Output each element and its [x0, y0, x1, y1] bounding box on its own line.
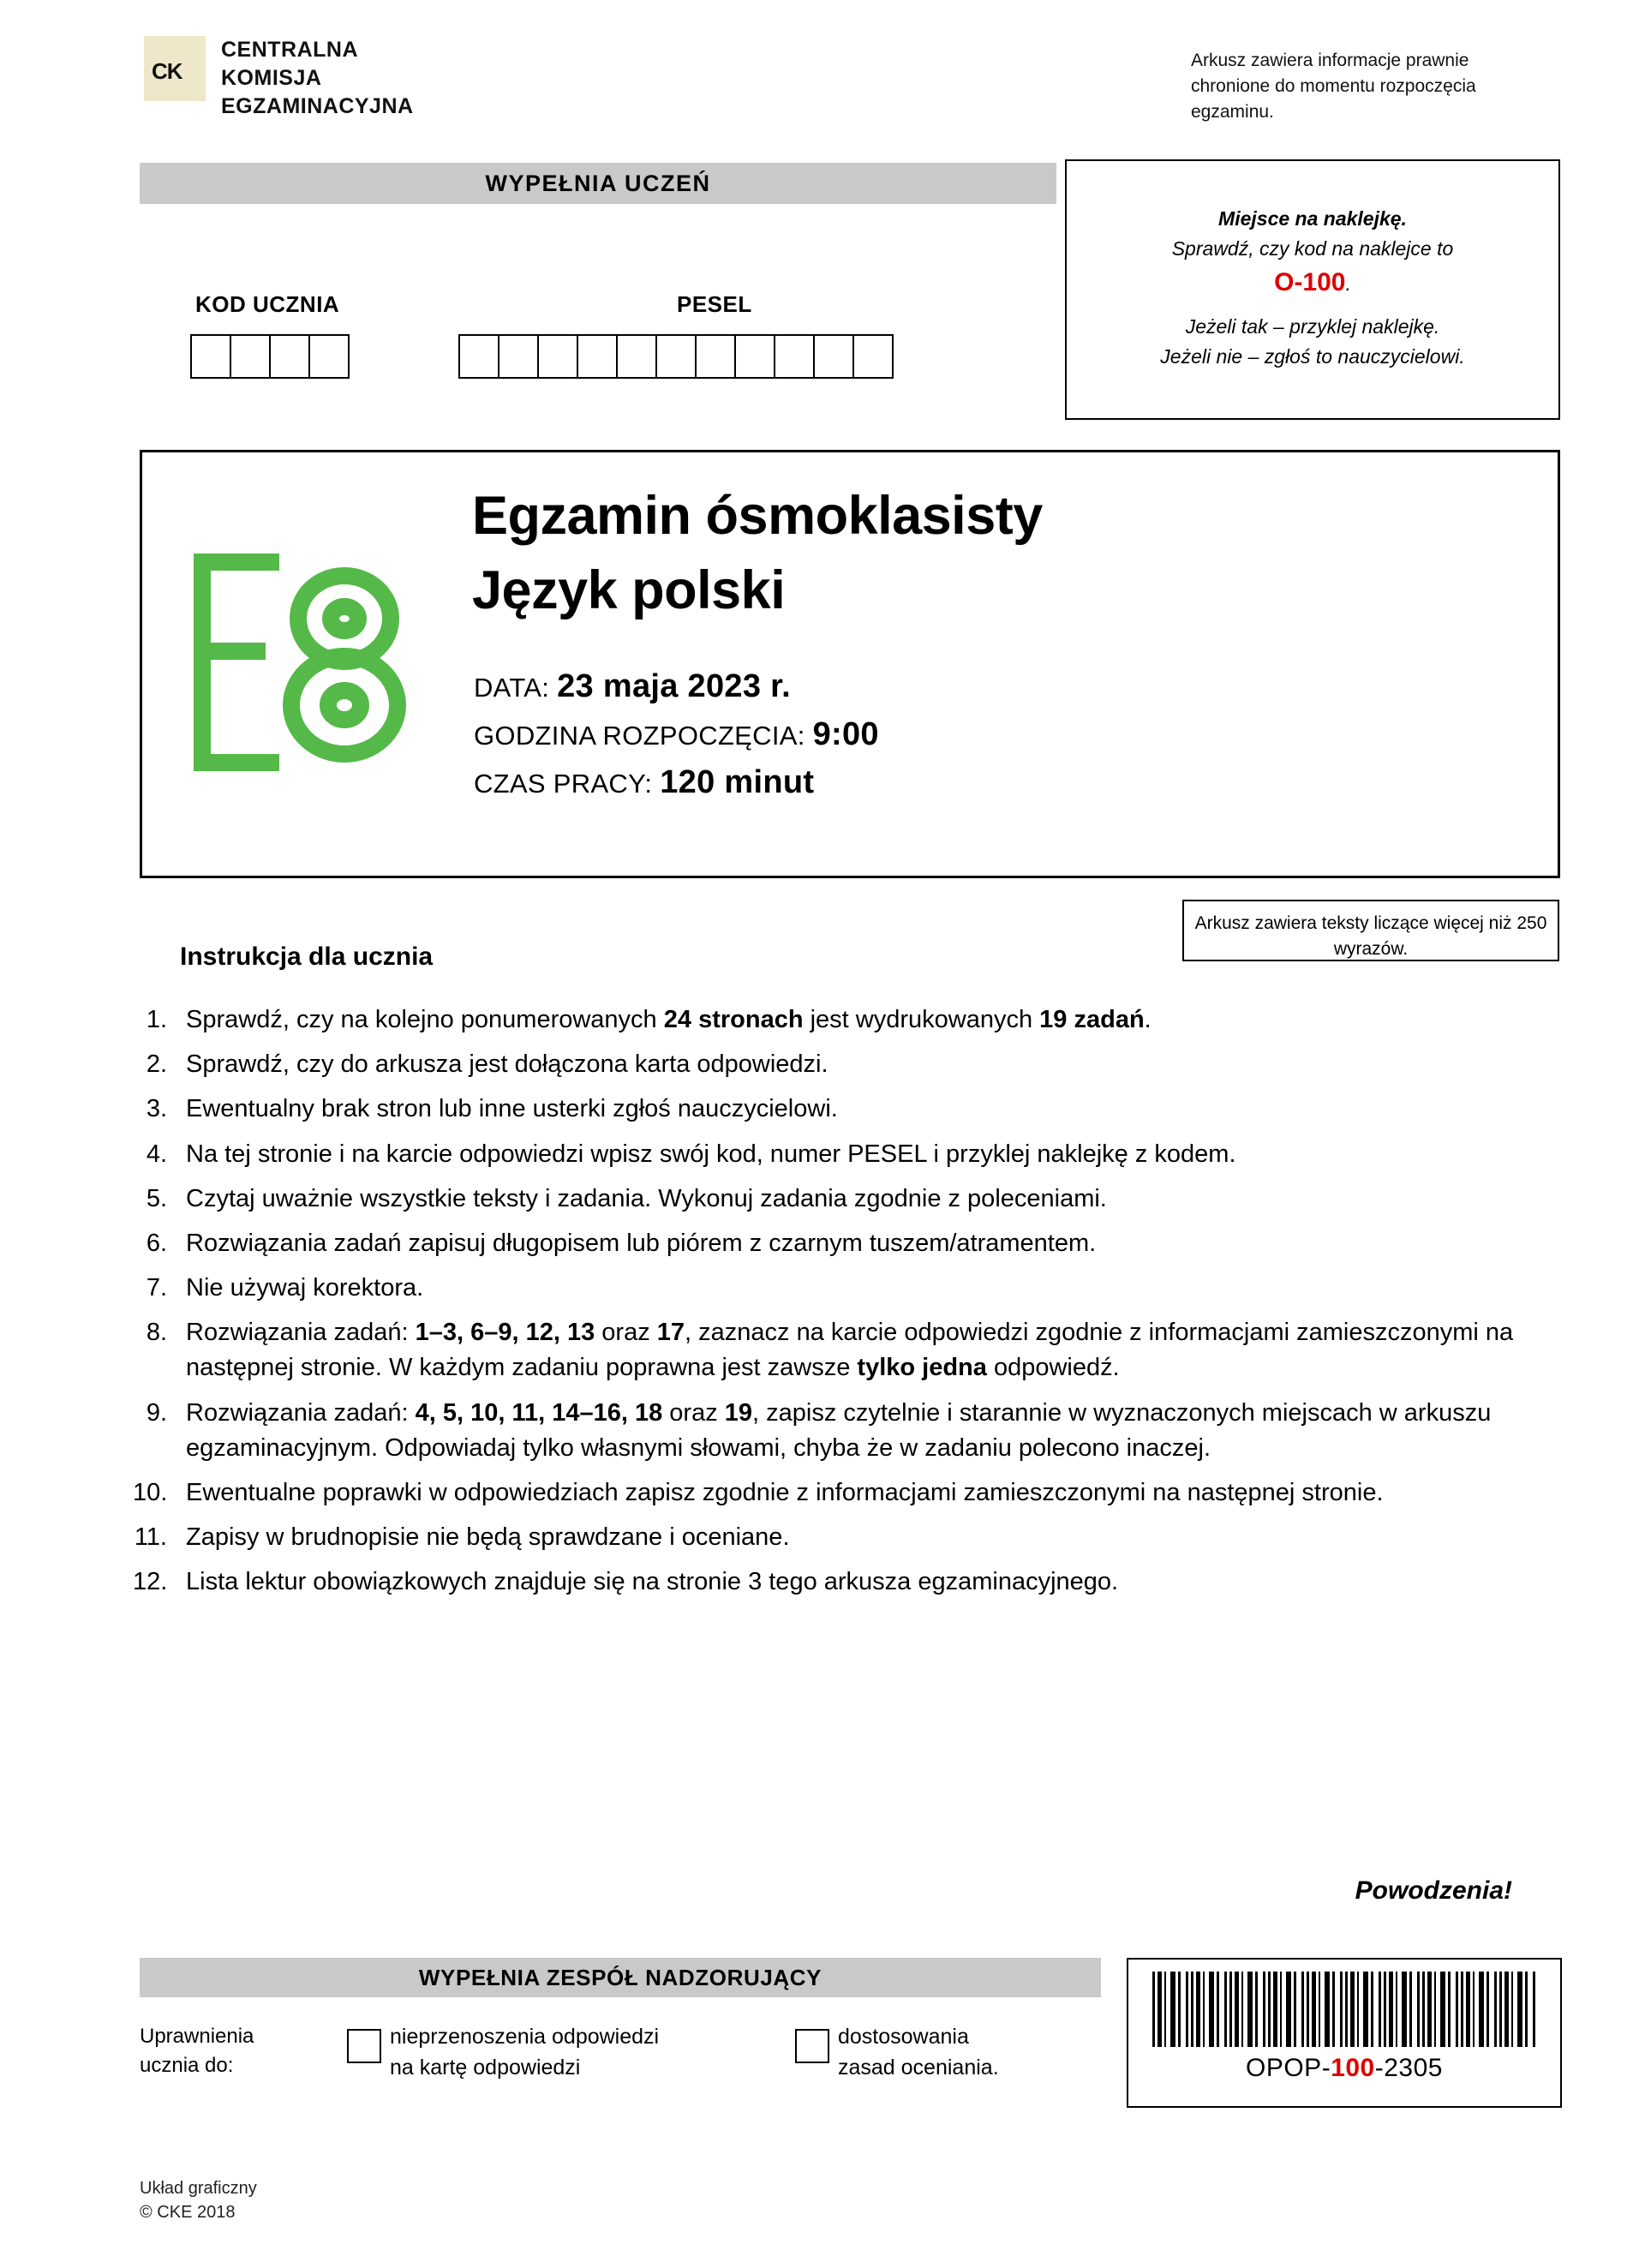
exam-start-row [474, 710, 879, 758]
instruction-item [133, 1565, 1572, 1600]
instruction-item-text: Czytaj uważnie wszystkie teksty i zadania. Wykonuj zadania zgodnie z poleceniami. [186, 1184, 1107, 1212]
instruction-item [133, 1396, 1572, 1466]
pesel-cell[interactable] [774, 334, 815, 379]
instruction-item-number: 4. [146, 1140, 167, 1168]
checkbox-no-transfer-answers-label [390, 2022, 659, 2083]
sticker-line-1: Miejsce na naklejkę. [1218, 207, 1407, 230]
instruction-item-text: Lista lektur obowiązkowych znajduje się na stronie 3 tego arkusza egzaminacyjnego. [186, 1568, 1119, 1596]
instruction-item-text: Rozwiązania zadań: 1–3, 6–9, 12, 13 oraz 17, zaznacz na karcie odpowiedzi zgodnie z informacjami zamieszczonymi na następnej stronie. W każdym zadaniu poprawna jest zawsze tylko jedna odpowiedź. [186, 1319, 1514, 1382]
pesel-cell[interactable] [577, 334, 618, 379]
e8-logo-icon [176, 547, 425, 778]
instruction-item [133, 1002, 1572, 1038]
exam-date-row [474, 662, 879, 710]
page-header [144, 36, 1516, 147]
cke-logo-line-1: CENTRALNA [221, 38, 359, 62]
exam-duration-row [474, 758, 879, 806]
pesel-cell[interactable] [813, 334, 854, 379]
page-footer [140, 2176, 257, 2224]
barcode-image [1152, 1972, 1536, 2047]
cke-logo-line-2: KOMISJA [221, 66, 322, 90]
instruction-item-number: 11. [134, 1523, 167, 1552]
sticker-line-2: Sprawdź, czy kod na naklejce to [1171, 236, 1454, 260]
instruction-item [133, 1182, 1572, 1217]
instruction-item-number: 1. [146, 1006, 167, 1033]
barcode-code [1128, 2054, 1560, 2083]
instruction-item-text: Rozwiązania zadań zapisuj długopisem lub piórem z czarnym tuszem/atramentem. [186, 1229, 1097, 1257]
pesel-cell[interactable] [852, 334, 894, 379]
pesel-cell[interactable] [695, 334, 736, 379]
exam-subject: Język polski [472, 560, 786, 620]
exam-start-label: GODZINA ROZPOCZĘCIA: [474, 721, 805, 751]
kod-cell[interactable] [230, 334, 271, 379]
cke-logo-mark-icon [144, 36, 206, 101]
exam-date-value: 23 maja 2023 r. [557, 668, 791, 704]
barcode-prefix: OPOP- [1246, 2054, 1331, 2082]
student-fill-band: WYPEŁNIA UCZEŃ [140, 163, 1056, 204]
instruction-item-number: 7. [146, 1274, 167, 1302]
checkbox-adapted-grading-label [838, 2022, 999, 2083]
sticker-box [1065, 159, 1560, 420]
barcode-highlight: 100 [1331, 2054, 1375, 2082]
pesel-cell[interactable] [458, 334, 499, 379]
kod-ucznia-label: KOD UCZNIA [195, 291, 340, 317]
barcode-box [1127, 1958, 1562, 2108]
protected-info-note: Arkusz zawiera informacje prawnie chronione do momentu rozpoczęcia egzaminu. [1191, 51, 1476, 122]
exam-title: Egzamin ósmoklasisty [472, 486, 1043, 546]
instruction-item-text: Rozwiązania zadań: 4, 5, 10, 11, 14–16, 18 oraz 19, zapisz czytelnie i starannie w wyznaczonych miejscach w arkuszu egzaminacyjnym. Odpowiadaj tylko własnymi słowami, chyba że w zadaniu polecono inaczej. [186, 1398, 1492, 1462]
rights-label-line-1: Uprawnienia [140, 2025, 254, 2048]
kod-cell[interactable] [269, 334, 310, 379]
checkbox-no-transfer-answers[interactable] [347, 2029, 381, 2063]
pesel-cell[interactable] [616, 334, 657, 379]
pesel-label: PESEL [677, 291, 752, 317]
pesel-cell[interactable] [537, 334, 578, 379]
option2-line-2: zasad oceniania. [838, 2055, 999, 2079]
kod-cell[interactable] [308, 334, 350, 379]
text-length-note: Arkusz zawiera teksty liczące więcej niż 250 wyrazów. [1182, 900, 1559, 961]
pesel-cell[interactable] [498, 334, 539, 379]
exam-start-value: 9:00 [812, 716, 879, 753]
instruction-item-number: 3. [146, 1095, 167, 1123]
instruction-item [133, 1271, 1572, 1306]
option2-line-1: dostosowania [838, 2025, 969, 2049]
instruction-item-text: Sprawdź, czy na kolejno ponumerowanych 24 stronach jest wydrukowanych 19 zadań. [186, 1006, 1152, 1033]
instruction-item-number: 12. [133, 1568, 168, 1596]
instruction-item [133, 1092, 1572, 1127]
cke-logo-mark-text: CK [152, 58, 182, 84]
instruction-item [133, 1047, 1572, 1082]
instruction-title: Instrukcja dla ucznia [180, 943, 434, 971]
sticker-line-3: Jeżeli tak – przyklej naklejkę. [1185, 315, 1440, 338]
barcode-suffix: -2305 [1374, 2054, 1443, 2082]
instruction-item-number: 6. [146, 1229, 167, 1257]
instruction-item-text: Ewentualne poprawki w odpowiedziach zapisz zgodnie z informacjami zamieszczonymi na następnej stronie. [186, 1478, 1384, 1506]
instruction-item-number: 9. [146, 1398, 167, 1427]
instruction-item-number: 10. [133, 1478, 168, 1506]
exam-date-label: DATA: [474, 673, 550, 703]
instruction-item [133, 1315, 1572, 1385]
pesel-cell[interactable] [655, 334, 697, 379]
instruction-item-text: Nie używaj korektora. [186, 1274, 424, 1302]
instruction-item-text: Zapisy w brudnopisie nie będą sprawdzane i oceniane. [186, 1523, 790, 1552]
exam-duration-label: CZAS PRACY: [474, 769, 653, 799]
instruction-item-number: 5. [146, 1184, 167, 1212]
cke-logo-text [221, 36, 414, 121]
pesel-input[interactable] [458, 334, 892, 379]
sticker-code: O-100 [1274, 268, 1346, 296]
supervisor-fill-band: WYPEŁNIA ZESPÓŁ NADZORUJĄCY [140, 1958, 1101, 1997]
exam-duration-value: 120 minut [660, 764, 815, 801]
instruction-item-number: 8. [146, 1319, 167, 1347]
footer-line-2: © CKE 2018 [140, 2203, 236, 2222]
exam-title-box [140, 450, 1560, 878]
rights-label [140, 2022, 254, 2080]
instruction-item [133, 1226, 1572, 1261]
instruction-list [133, 1002, 1572, 1609]
kod-cell[interactable] [190, 334, 231, 379]
instruction-item-text: Sprawdź, czy do arkusza jest dołączona karta odpowiedzi. [186, 1050, 828, 1079]
pesel-cell[interactable] [734, 334, 775, 379]
option1-line-2: na kartę odpowiedzi [390, 2055, 581, 2079]
cke-logo-line-3: EGZAMINACYJNA [221, 94, 414, 118]
cke-logo [144, 36, 414, 121]
footer-line-1: Układ graficzny [140, 2179, 257, 2198]
sticker-line-4: Jeżeli nie – zgłoś to nauczycielowi. [1160, 344, 1465, 368]
exam-meta [474, 662, 879, 807]
rights-label-line-2: ucznia do: [140, 2054, 234, 2078]
closing-wish: Powodzenia! [1355, 1876, 1512, 1905]
kod-ucznia-input[interactable] [190, 334, 348, 379]
instruction-item [133, 1137, 1572, 1172]
checkbox-adapted-grading[interactable] [795, 2029, 829, 2063]
instruction-item [133, 1520, 1572, 1555]
sticker-code-suffix: . [1345, 272, 1351, 295]
instruction-item-text: Ewentualny brak stron lub inne usterki zgłoś nauczycielowi. [186, 1095, 838, 1123]
sticker-code-row [1067, 263, 1558, 302]
instruction-item-number: 2. [146, 1050, 167, 1079]
instruction-item-text: Na tej stronie i na karcie odpowiedzi wpisz swój kod, numer PESEL i przyklej naklejkę z kodem. [186, 1140, 1236, 1168]
option1-line-1: nieprzenoszenia odpowiedzi [390, 2025, 660, 2049]
instruction-item [133, 1475, 1572, 1511]
